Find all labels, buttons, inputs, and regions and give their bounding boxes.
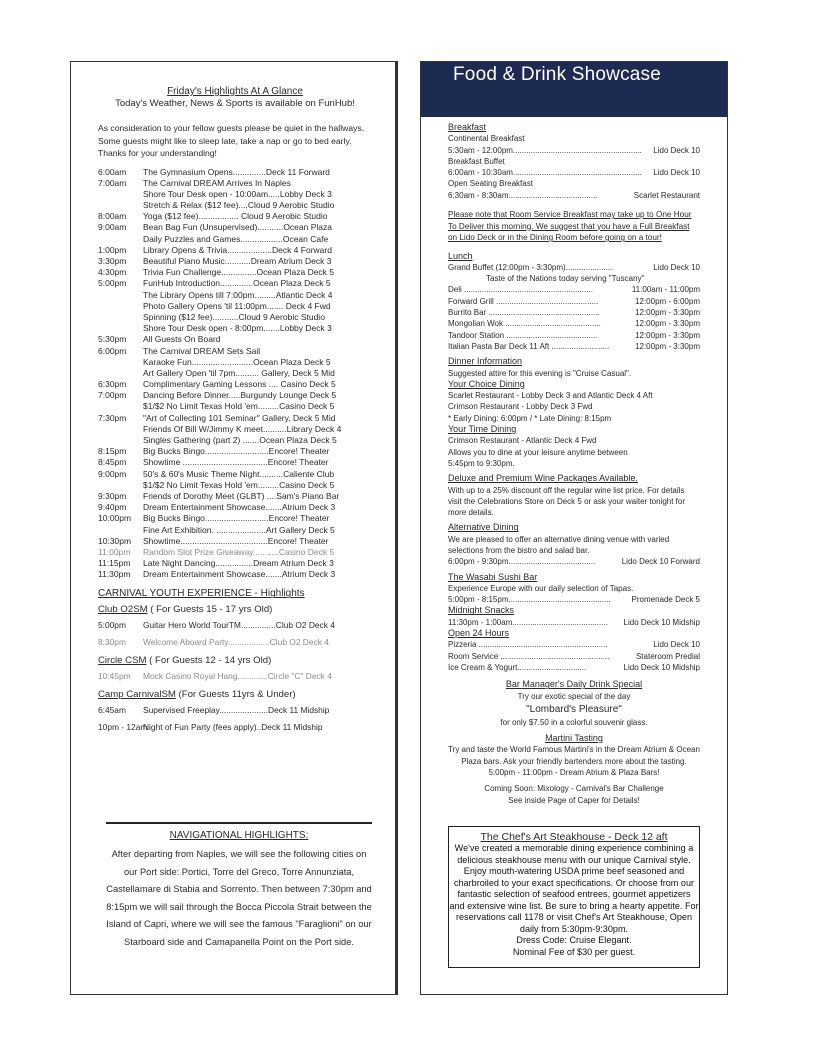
open-24-venue-value: Lido Deck 10 Midship [623, 662, 700, 672]
breakfast-name: Continental Breakfast [448, 134, 525, 144]
schedule-event: Karaoke Fun..........................Ocean Plaza Deck 5 [143, 356, 331, 367]
schedule-row [98, 278, 372, 289]
open-24-venue-name: Room Service ................................................. [448, 651, 610, 661]
schedule-time [98, 290, 143, 301]
youth-experience-title: CARNIVAL YOUTH EXPERIENCE - Highlights [98, 588, 305, 600]
lunch-venue-name: Deli .......................................................... [448, 285, 593, 295]
lunch-venue-row [448, 318, 700, 329]
schedule-row [98, 513, 372, 524]
schedule-event: The Carnival DREAM Arrives In Naples [143, 177, 291, 188]
schedule-row [98, 536, 372, 547]
schedule-row [98, 569, 372, 580]
schedule-event: Friends Of Bill W/Jimmy K meet..........Library Deck 4 [143, 423, 342, 434]
youth-program-heading [98, 602, 372, 617]
wasabi-sushi-title: The Wasabi Sushi Bar [448, 571, 538, 582]
bar-special-price: for only $7.50 in a colorful souvenir glass. [500, 717, 648, 727]
schedule-event: All Guests On Board [143, 334, 221, 345]
schedule-row [98, 469, 372, 480]
lunch-list [448, 284, 700, 352]
schedule-time: 6:00pm [98, 345, 127, 356]
navigational-highlights-text: After departing from Naples, we will see the following cities on our Port side: Portici, Torre del Greco, Torre Annunziata, Castellamare di Stabia and Sorrento. Then between 7:30pm and 8:15pm we will sail through the Bocca Piccola Strait between the Island of Capri, where we will see the famous "Faraglioni" on our Starboard side and Camapanella Point on the Port side. [106, 849, 372, 947]
schedule-row [98, 446, 372, 457]
grand-buffet-row [448, 262, 700, 273]
schedule-time [98, 357, 143, 368]
schedule-row [98, 234, 372, 245]
schedule-time [98, 480, 143, 491]
schedule-event: Photo Gallery Opens 'til 11:00pm....... Deck 4 Fwd [143, 300, 331, 311]
schedule-row [98, 502, 372, 513]
breakfast-name: Breakfast Buffet [448, 156, 505, 166]
wine-packages-text: With up to a 25% discount off the regular wine list price. For details visit the Celebrations Store on Deck 5 or ask your waiter tonight for more details. [448, 485, 685, 518]
schedule-time: 9:00pm [98, 468, 127, 479]
schedule-row [98, 401, 372, 412]
schedule-row [98, 413, 372, 424]
schedule-row [98, 357, 372, 368]
schedule-event: "Art of Collecting 101 Seminar" Gallery, Deck 5 Mid [143, 412, 336, 423]
lunch-venue-value: 11:00am - 11:00pm [631, 285, 700, 295]
your-choice-dining-list [448, 390, 700, 424]
schedule-time [98, 301, 143, 312]
schedule-time: 11:00pm [98, 546, 131, 557]
schedule-event: Big Bucks Bingo...........................Encore! Theater [143, 446, 330, 457]
lunch-venue-row [448, 330, 700, 341]
lunch-venue-value: 12:00pm - 3:30pm [635, 341, 700, 351]
schedule-row [98, 480, 372, 491]
schedule-row [98, 312, 372, 323]
youth-schedule-event: Night of Fun Party (fees apply)..Deck 11 Midship [143, 722, 323, 733]
open-24-hours-title: Open 24 Hours [448, 628, 510, 639]
steakhouse-dress-code: Dress Code: Cruise Elegant. [516, 935, 632, 945]
your-time-dining-title: Your Time Dining [448, 424, 517, 435]
breakfast-name: 6:30am - 8:30am........................................ [448, 190, 598, 200]
schedule-time [98, 424, 143, 435]
schedule-time [98, 323, 143, 334]
schedule-row [98, 301, 372, 312]
lunch-venue-row [448, 307, 700, 318]
schedule-row [98, 491, 372, 502]
alternative-dining-title: Alternative Dining [448, 522, 519, 533]
youth-schedule [98, 602, 372, 736]
schedule-time: 9:00am [98, 222, 127, 233]
schedule-row [98, 379, 372, 390]
schedule-row [98, 200, 372, 211]
alternative-dining-text: We are pleased to offer an alternative dining venue with varied selections from the bistro and salad bar. [448, 534, 670, 555]
youth-program-heading [98, 653, 372, 668]
schedule-event: Dream Entertainment Showcase.......Atrium Deck 3 [143, 569, 336, 580]
schedule-time: 11:15pm [98, 558, 131, 569]
schedule-event: Dream Entertainment Showcase.......Atrium Deck 3 [143, 502, 336, 513]
highlights-subtitle: Today's Weather, News & Sports is available on FunHub! [115, 98, 355, 109]
lunch-venue-name: Mongolian Wok ........................................... [448, 319, 601, 329]
schedule-event: The Library Opens till 7:00pm.........Atlantic Deck 4 [143, 289, 333, 300]
schedule-time: 10:00pm [98, 513, 132, 524]
food-drink-header [421, 62, 727, 117]
schedule-time [98, 234, 143, 245]
your-choice-dining-line: Crimson Restaurant - Lobby Deck 3 Fwd [448, 402, 593, 412]
schedule-event: FunHub Introduction..............Ocean Plaza Deck 5 [143, 278, 331, 289]
schedule-row [98, 435, 372, 446]
quiet-hallways-notice: As consideration to your fellow guests please be quiet in the hallways. Some guests might like to sleep late, take a nap or go to bed early. Thanks for your understanding! [98, 123, 365, 158]
schedule-event: Late Night Dancing................Dream Atrium Deck 3 [143, 558, 334, 569]
youth-schedule-event: Supervised Freeplay.....................Deck 11 Midship [143, 705, 330, 716]
breakfast-name: 5:30am - 12:00pm.......................................................... [448, 145, 642, 155]
schedule-time: 7:00pm [98, 390, 127, 401]
highlights-content [98, 86, 372, 736]
martini-tasting-title: Martini Tasting [545, 733, 603, 744]
schedule-event: Showtime.....................................Encore! Theater [143, 535, 329, 546]
schedule-time: 4:30pm [98, 267, 127, 278]
schedule-row [98, 222, 372, 233]
youth-program-ages: (For Guests 11yrs & Under) [175, 689, 296, 701]
schedule-row [98, 245, 372, 256]
schedule-row [98, 390, 372, 401]
schedule-list [98, 167, 372, 581]
schedule-row [98, 267, 372, 278]
schedule-event: Showtime ....................................Encore! Theater [143, 457, 329, 468]
food-drink-content [448, 122, 700, 806]
open-24-venue-value: Stateroom Predial [635, 651, 700, 661]
youth-schedule-event: Welcome Aboard Party..................Club O2 Deck 4 [143, 637, 329, 648]
schedule-row [98, 457, 372, 468]
alternative-dining-row [448, 556, 700, 567]
schedule-row [98, 290, 372, 301]
schedule-time: 8:45pm [98, 457, 127, 468]
midnight-snacks-title: Midnight Snacks [448, 605, 515, 616]
schedule-time: 3:30pm [98, 256, 127, 266]
steakhouse-title: The Chef's Art Steakhouse - Deck 12 aft [480, 831, 668, 843]
schedule-time: 6:30pm [98, 379, 127, 390]
schedule-time: 7:30pm [98, 412, 127, 423]
breakfast-value: Lido Deck 10 [653, 145, 700, 155]
open-24-venue-value: Lido Deck 10 [653, 640, 700, 650]
schedule-time: 7:00am [98, 177, 127, 188]
schedule-row [98, 256, 372, 267]
open-24-venue-name: Pizzeria .......................................................... [448, 640, 608, 650]
lunch-venue-value: 12:00pm - 3:30pm [635, 319, 700, 329]
youth-schedule-row [98, 668, 372, 685]
steakhouse-fee: Nominal Fee of $30 per guest. [512, 946, 636, 957]
schedule-event: Library Opens & Trivia...................Deck 4 Forward [143, 244, 332, 255]
schedule-event: Beautiful Piano Music...........Dream Atrium Deck 3 [143, 256, 332, 266]
schedule-row [98, 167, 372, 178]
breakfast-row [448, 156, 700, 167]
schedule-event: 50's & 60's Music Theme Night..........Caliente Club [143, 468, 335, 479]
breakfast-value: Lido Deck 10 [653, 168, 700, 178]
schedule-time [98, 435, 143, 446]
daily-highlights-panel [70, 61, 398, 995]
schedule-event: Shore Tour Desk open - 10:00am.....Lobby Deck 3 [143, 188, 332, 199]
schedule-time [98, 312, 143, 323]
youth-schedule-event: Guitar Hero World TourTM...............Club O2 Deck 4 [143, 620, 335, 631]
lunch-venue-name: Tandoor Station ......................................... [448, 330, 598, 340]
schedule-row [98, 368, 372, 379]
schedule-time: 8:00am [98, 211, 127, 222]
navigational-highlights-title: NAVIGATIONAL HIGHLIGHTS: [169, 830, 309, 841]
schedule-event: The Gymnasium Opens..............Deck 11 Forward [143, 166, 330, 177]
schedule-time: 5:30pm [98, 334, 127, 345]
schedule-time: 9:40pm [98, 502, 127, 513]
bar-special-title: Bar Manager's Daily Drink Special [505, 679, 643, 690]
youth-program-name: Camp CarnivalSM [98, 689, 176, 701]
lunch-venue-value: 12:00pm - 6:00pm [635, 296, 700, 306]
schedule-time [98, 525, 143, 536]
lunch-venue-value: 12:00pm - 3:30pm [635, 308, 700, 318]
schedule-time: 11:30pm [98, 569, 131, 580]
breakfast-row [448, 133, 700, 144]
schedule-event: Daily Puzzles and Games..................Ocean Cafe [143, 233, 329, 244]
schedule-event: Friends of Dorothy Meet (GLBT) ....Sam's Piano Bar [143, 490, 340, 501]
schedule-time: 1:00pm [98, 244, 127, 255]
breakfast-name: 6:00am - 10:30am.......................................................... [448, 168, 642, 178]
youth-program-heading [98, 687, 372, 702]
drink-of-the-day: "Lombard's Pleasure" [526, 703, 622, 715]
your-choice-dining-title: Your Choice Dining [448, 378, 525, 389]
open-24-hours-list [448, 639, 700, 673]
schedule-time: 9:30pm [98, 490, 127, 501]
schedule-time [98, 368, 143, 379]
breakfast-value: Scarlet Restaurant [633, 190, 700, 200]
wasabi-sushi-row [448, 594, 700, 605]
schedule-event: Spinning ($12 fee)...........Cloud 9 Aerobic Studio [143, 311, 325, 322]
open-24-venue-row [448, 639, 700, 650]
schedule-row [98, 558, 372, 569]
alternative-dining-location: Lido Deck 10 Forward [621, 557, 700, 567]
schedule-event: Trivia Fun Challenge...............Ocean Plaza Deck 5 [143, 267, 335, 278]
alternative-dining-hours: 6:00pm - 9:30pm....................................... [448, 557, 596, 567]
schedule-event: Yoga ($12 fee)................. Cloud 9 Aerobic Studio [143, 211, 328, 222]
schedule-event: Shore Tour Desk open - 8:00pm.......Lobby Deck 3 [143, 323, 332, 334]
breakfast-row [448, 178, 700, 189]
highlights-title: Friday's Highlights At A Glance [167, 86, 303, 97]
schedule-event: Big Bucks Bingo...........................Encore! Theater [143, 513, 330, 524]
your-time-dining-line: Crimson Restaurant - Atlantic Deck 4 Fwd [448, 436, 597, 446]
youth-schedule-time: 8:30pm [98, 637, 126, 648]
schedule-row [98, 424, 372, 435]
youth-schedule-row [98, 617, 372, 634]
dinner-title: Dinner Information [448, 356, 523, 367]
your-choice-dining-line: Scarlet Restaurant - Lobby Deck 3 and Atlantic Deck 4 Aft [448, 391, 653, 401]
wasabi-sushi-hours: 5:00pm - 8:15pm.............................................. [448, 595, 611, 605]
lunch-venue-row [448, 341, 700, 352]
youth-program-ages: ( For Guests 15 - 17 yrs Old) [147, 604, 273, 616]
steakhouse-text: We've created a memorable dining experience combining a delicious steakhouse menu with our unique Carnival style. Enjoy mouth-watering USDA prime beef seasoned and charbroiled to your exact specifications. Or choose from our fantastic selection of seafood entrees, gourmet appetizers and extensive wine list. Be sure to bring a hearty appetite. For reservations call 1178 or visit Chef's Art Steakhouse, Open daily from 5:30pm-9:30pm. [449, 843, 699, 934]
schedule-time: 6:00am [98, 166, 127, 177]
schedule-event: Fine Art Exhibition. .....................Art Gallery Deck 5 [143, 524, 335, 535]
breakfast-row [448, 145, 700, 156]
midnight-snacks-row [448, 617, 700, 628]
schedule-event: $1/$2 No Limit Texas Hold 'em.........Casino Deck 5 [143, 401, 335, 412]
youth-program-name: Circle CSM [98, 655, 147, 667]
schedule-event: $1/$2 No Limit Texas Hold 'em.........Casino Deck 5 [143, 479, 335, 490]
schedule-event: The Carnival DREAM Sets Sail [143, 345, 261, 356]
schedule-event: Stretch & Relax ($12 fee)....Cloud 9 Aerobic Studio [143, 200, 335, 211]
youth-program-name: Club O2SM [98, 604, 148, 616]
breakfast-row [448, 167, 700, 178]
grand-buffet-name: Grand Buffet (12:00pm - 3:30pm)..................... [448, 262, 613, 272]
lunch-venue-row [448, 296, 700, 307]
schedule-time: 8:15pm [98, 446, 127, 457]
breakfast-title: Breakfast [448, 122, 487, 132]
schedule-row [98, 334, 372, 345]
schedule-time [98, 401, 143, 412]
youth-schedule-time: 5:00pm [98, 620, 126, 631]
dinner-attire: Suggested attire for this evening is "Cruise Casual". [448, 368, 632, 378]
coming-soon-mixology: Coming Soon: Mixology - Carnival's Bar Challenge [484, 784, 664, 794]
youth-schedule-row [98, 702, 372, 719]
lunch-venue-name: Forward Grill .............................................. [448, 296, 599, 306]
schedule-row [98, 525, 372, 536]
bar-special-line1: Try our exotic special of the day [517, 691, 631, 701]
schedule-event: Art Gallery Open 'til 7pm.......... Gallery, Deck 5 Mid [143, 367, 335, 378]
your-time-dining-line: Allows you to dine at your leisure anytime between [448, 447, 628, 457]
lunch-title: Lunch [448, 250, 473, 261]
your-time-dining-line: 5:45pm to 9:30pm. [448, 458, 515, 468]
schedule-event: Bean Bag Fun (Unsupervised)...........Ocean Plaza [143, 222, 332, 233]
schedule-time: 10:30pm [98, 535, 132, 546]
schedule-row [98, 547, 372, 558]
open-24-venue-row [448, 662, 700, 673]
midnight-snacks-location: Lido Deck 10 Midship [623, 617, 700, 627]
youth-schedule-row [98, 719, 372, 736]
youth-schedule-time: 6:45am [98, 705, 126, 716]
schedule-time: 5:00pm [98, 278, 127, 289]
lunch-venue-name: Burrito Bar .................................................. [448, 308, 600, 318]
youth-schedule-row [98, 634, 372, 651]
schedule-event: Complimentary Gaming Lessons .... Casino Deck 5 [143, 379, 336, 390]
breakfast-name: Open Seating Breakfast [448, 179, 533, 189]
breakfast-list [448, 133, 700, 201]
breakfast-row [448, 190, 700, 201]
lunch-venue-value: 12:00pm - 3:30pm [635, 330, 700, 340]
schedule-event: Singles Gathering (part 2) .......Ocean Plaza Deck 5 [143, 435, 337, 445]
schedule-row [98, 178, 372, 189]
see-inside-note: See inside Page of Caper for Details! [508, 795, 640, 805]
youth-schedule-time: 10pm - 12am [98, 722, 148, 733]
schedule-row [98, 189, 372, 200]
midnight-snacks-hours: 11:30pm - 1:00am........................................... [448, 617, 608, 627]
your-time-dining-list [448, 435, 700, 469]
schedule-time [98, 189, 143, 200]
schedule-row [98, 346, 372, 357]
food-drink-panel [420, 61, 728, 995]
schedule-event: Random Slot Prize Giveaway...........Casino Deck 5 [143, 546, 335, 557]
schedule-row [98, 211, 372, 222]
martini-tasting-text: Try and taste the World Famous Martini's in the Dream Atrium & Ocean Plaza bars. Ask your friendly bartenders more about the tasting. 5:00pm - 11:00pm - Dream Atrium & Plaza Bars! [448, 745, 700, 778]
open-24-venue-name: Ice Cream & Yogurt............................... [448, 662, 587, 672]
wine-packages-title: Deluxe and Premium Wine Packages Available. [448, 473, 638, 484]
wasabi-sushi-location: Promenade Deck 5 [631, 595, 700, 605]
room-service-note: Please note that Room Service Breakfast may take up to One Hour To Deliver this morning. We suggest that you have a Full Breakfast on Lido Deck or in the Dining Room before going on a tour! [448, 210, 692, 243]
lunch-venue-name: Italian Pasta Bar Deck 11 Aft .......................... [448, 341, 610, 351]
schedule-row [98, 323, 372, 334]
wasabi-sushi-text: Experience Europe with our daily selection of Tapas. [448, 583, 634, 593]
chefs-art-steakhouse-box [448, 826, 700, 968]
schedule-event: Dancing Before Dinner.....Burgundy Lounge Deck 5 [143, 390, 337, 401]
navigational-highlights [106, 822, 372, 952]
lunch-venue-row [448, 284, 700, 295]
taste-of-nations: Taste of the Nations today serving "Tuscany" [486, 274, 645, 284]
open-24-venue-row [448, 651, 700, 662]
youth-schedule-time: 10:45pm [98, 671, 131, 682]
youth-program-ages: ( For Guests 12 - 14 yrs Old) [146, 655, 272, 667]
your-choice-dining-line: * Early Dining: 6:00pm / * Late Dining: 8:15pm [448, 413, 612, 423]
youth-schedule-event: Mock Casino Royal Hang.............Circle "C" Deck 4 [143, 671, 332, 682]
grand-buffet-location: Lido Deck 10 [653, 262, 700, 272]
schedule-time [98, 200, 143, 211]
food-drink-title: Food & Drink Showcase [453, 64, 662, 85]
